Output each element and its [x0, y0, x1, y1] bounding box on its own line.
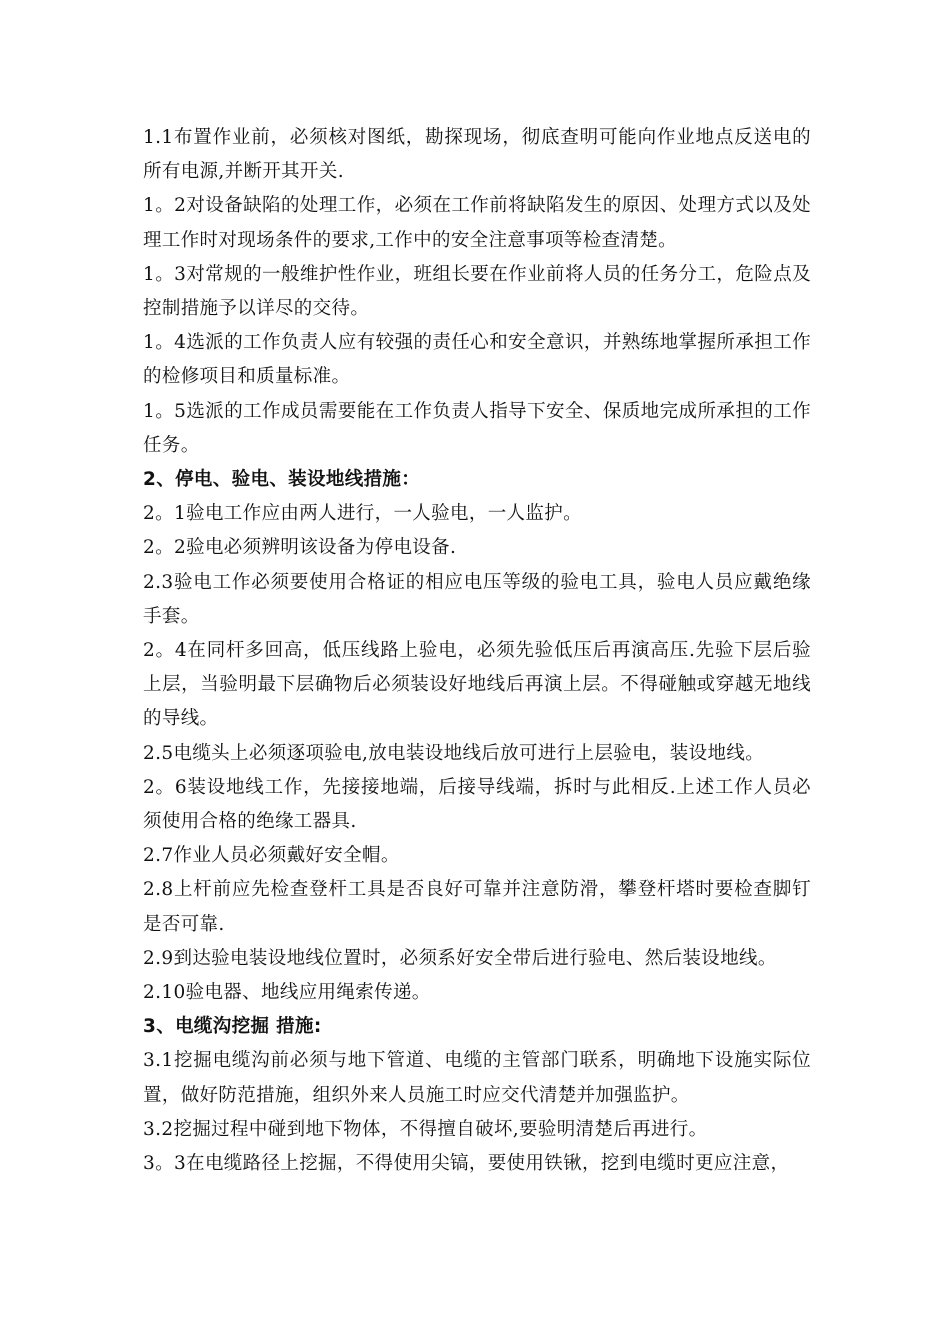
para-2-8: 2.8上杆前应先检查登杆工具是否良好可靠并注意防滑，攀登杆塔时要检查脚钉是否可靠.	[143, 879, 811, 935]
para-2-4: 2。4在同杆多回高，低压线路上验电，必须先验低压后再演高压.先验下层后验上层，当验明最下层确物后必须装设好地线后再演上层。不得碰触或穿越无地线的导线。	[143, 640, 811, 730]
para-3-2: 3.2挖掘过程中碰到地下物体，不得擅自破坏,要验明清楚后再进行。	[143, 1118, 708, 1140]
document-body	[143, 121, 811, 1181]
para-1-1: 1.1布置作业前，必须核对图纸，勘探现场，彻底查明可能向作业地点反送电的所有电源,并断开其开关.	[143, 127, 811, 183]
para-2-9: 2.9到达验电装设地线位置时，必须系好安全带后进行验电、然后装设地线。	[143, 947, 777, 969]
heading-section-2: 2、停电、验电、装设地线措施：	[143, 469, 421, 491]
para-2-10: 2.10验电器、地线应用绳索传递。	[143, 982, 431, 1004]
para-3-3: 3。3在电缆路径上挖掘，不得使用尖镐，要使用铁锹，挖到电缆时更应注意，	[143, 1153, 790, 1175]
heading-section-3: 3、电缆沟挖掘 措施:	[143, 1016, 322, 1038]
para-2-1: 2。1验电工作应由两人进行，一人验电，一人监护。	[143, 503, 582, 525]
para-2-3: 2.3验电工作必须要使用合格证的相应电压等级的验电工具，验电人员应戴绝缘手套。	[143, 571, 811, 627]
para-1-2: 1。2对设备缺陷的处理工作，必须在工作前将缺陷发生的原因、处理方式以及处理工作时对现场条件的要求,工作中的安全注意事项等检查清楚。	[143, 195, 811, 251]
para-2-6: 2。6装设地线工作，先接接地端，后接导线端，拆时与此相反.上述工作人员必须使用合格的绝缘工器具.	[143, 776, 811, 833]
para-1-3: 1。3对常规的一般维护性作业，班组长要在作业前将人员的任务分工，危险点及控制措施予以详尽的交待。	[143, 263, 811, 320]
para-2-5: 2.5电缆头上必须逐项验电,放电装设地线后放可进行上层验电，装设地线。	[143, 742, 765, 764]
para-2-2: 2。2验电必须辨明该设备为停电设备.	[143, 537, 457, 559]
para-1-5: 1。5选派的工作成员需要能在工作负责人指导下安全、保质地完成所承担的工作任务。	[143, 400, 811, 456]
para-1-4: 1。4选派的工作负责人应有较强的责任心和安全意识，并熟练地掌握所承担工作的检修项目和质量标准。	[143, 332, 811, 388]
para-3-1: 3.1挖掘电缆沟前必须与地下管道、电缆的主管部门联系，明确地下设施实际位置，做好防范措施，组织外来人员施工时应交代清楚并加强监护。	[143, 1050, 811, 1106]
para-2-7: 2.7作业人员必须戴好安全帽。	[143, 845, 400, 867]
